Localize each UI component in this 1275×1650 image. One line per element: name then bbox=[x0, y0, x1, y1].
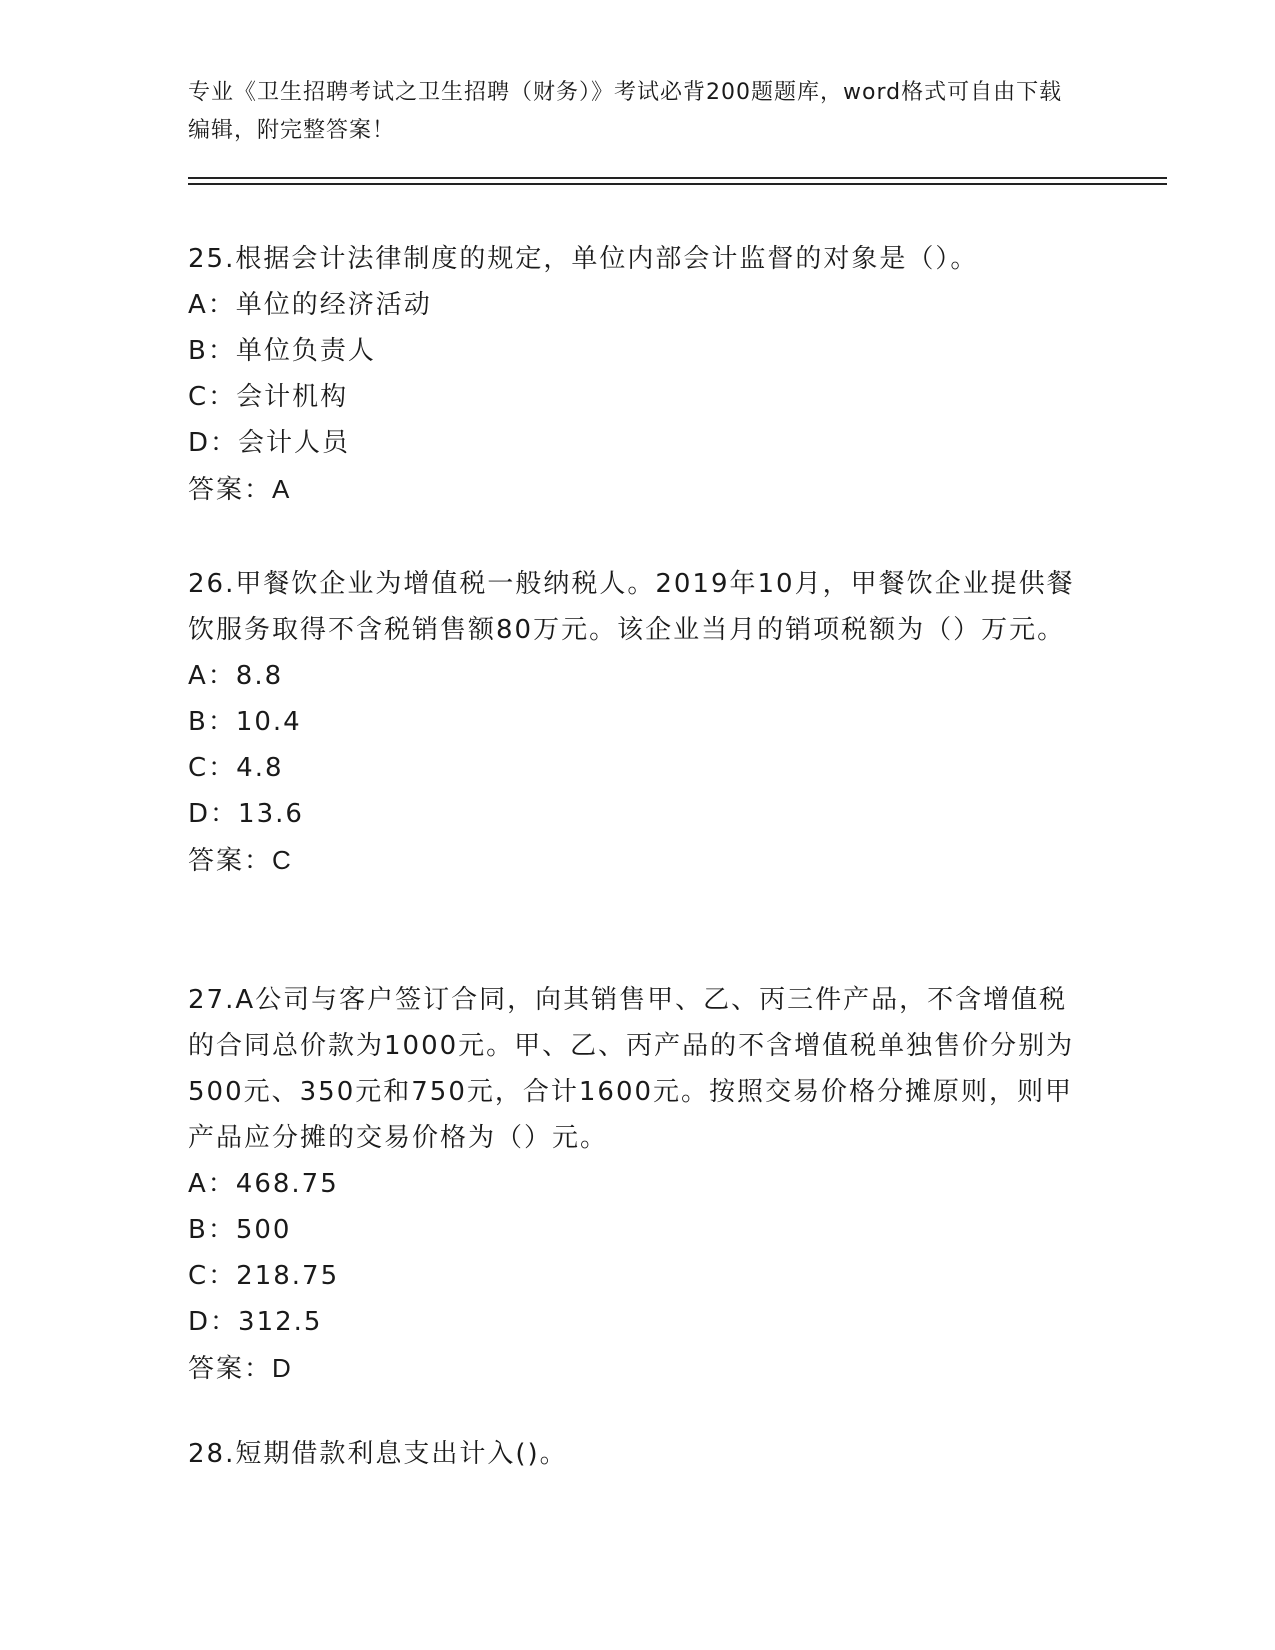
option-b: B：10.4 bbox=[188, 707, 302, 737]
answer: 答案：A bbox=[188, 474, 292, 504]
option-c: C：4.8 bbox=[188, 753, 284, 783]
document-header: 专业《卫生招聘考试之卫生招聘（财务）》考试必背200题题库，word格式可自由下载编辑，附完整答案！ bbox=[188, 80, 1063, 143]
header-divider-top bbox=[188, 177, 1167, 179]
question-26 bbox=[188, 561, 1088, 883]
header-divider-bottom bbox=[188, 183, 1167, 185]
question-stem: 27.A公司与客户签订合同，向其销售甲、乙、丙三件产品，不含增值税的合同总价款为1000元。甲、乙、丙产品的不含增值税单独售价分别为500元、350元和750元，合计1600元。按照交易价格分摊原则，则甲产品应分摊的交易价格为（）元。 bbox=[188, 985, 1075, 1153]
option-c: C：218.75 bbox=[188, 1261, 340, 1291]
option-b: B：500 bbox=[188, 1215, 292, 1245]
option-d: D：312.5 bbox=[188, 1307, 323, 1337]
answer: 答案：D bbox=[188, 1353, 293, 1383]
option-d: D：会计人员 bbox=[188, 428, 351, 458]
answer: 答案：C bbox=[188, 845, 293, 875]
question-stem: 26.甲餐饮企业为增值税一般纳税人。2019年10月，甲餐饮企业提供餐饮服务取得不含税销售额80万元。该企业当月的销项税额为（）万元。 bbox=[188, 569, 1075, 645]
question-25 bbox=[188, 236, 1088, 512]
option-b: B：单位负责人 bbox=[188, 336, 376, 366]
option-d: D：13.6 bbox=[188, 799, 304, 829]
question-stem: 25.根据会计法律制度的规定，单位内部会计监督的对象是（）。 bbox=[188, 244, 979, 274]
question-27 bbox=[188, 977, 1088, 1391]
option-a: A：468.75 bbox=[188, 1169, 339, 1199]
question-stem: 28.短期借款利息支出计入()。 bbox=[188, 1439, 568, 1469]
question-28 bbox=[188, 1431, 1088, 1477]
option-a: A：8.8 bbox=[188, 661, 284, 691]
option-c: C：会计机构 bbox=[188, 382, 349, 412]
option-a: A：单位的经济活动 bbox=[188, 290, 432, 320]
